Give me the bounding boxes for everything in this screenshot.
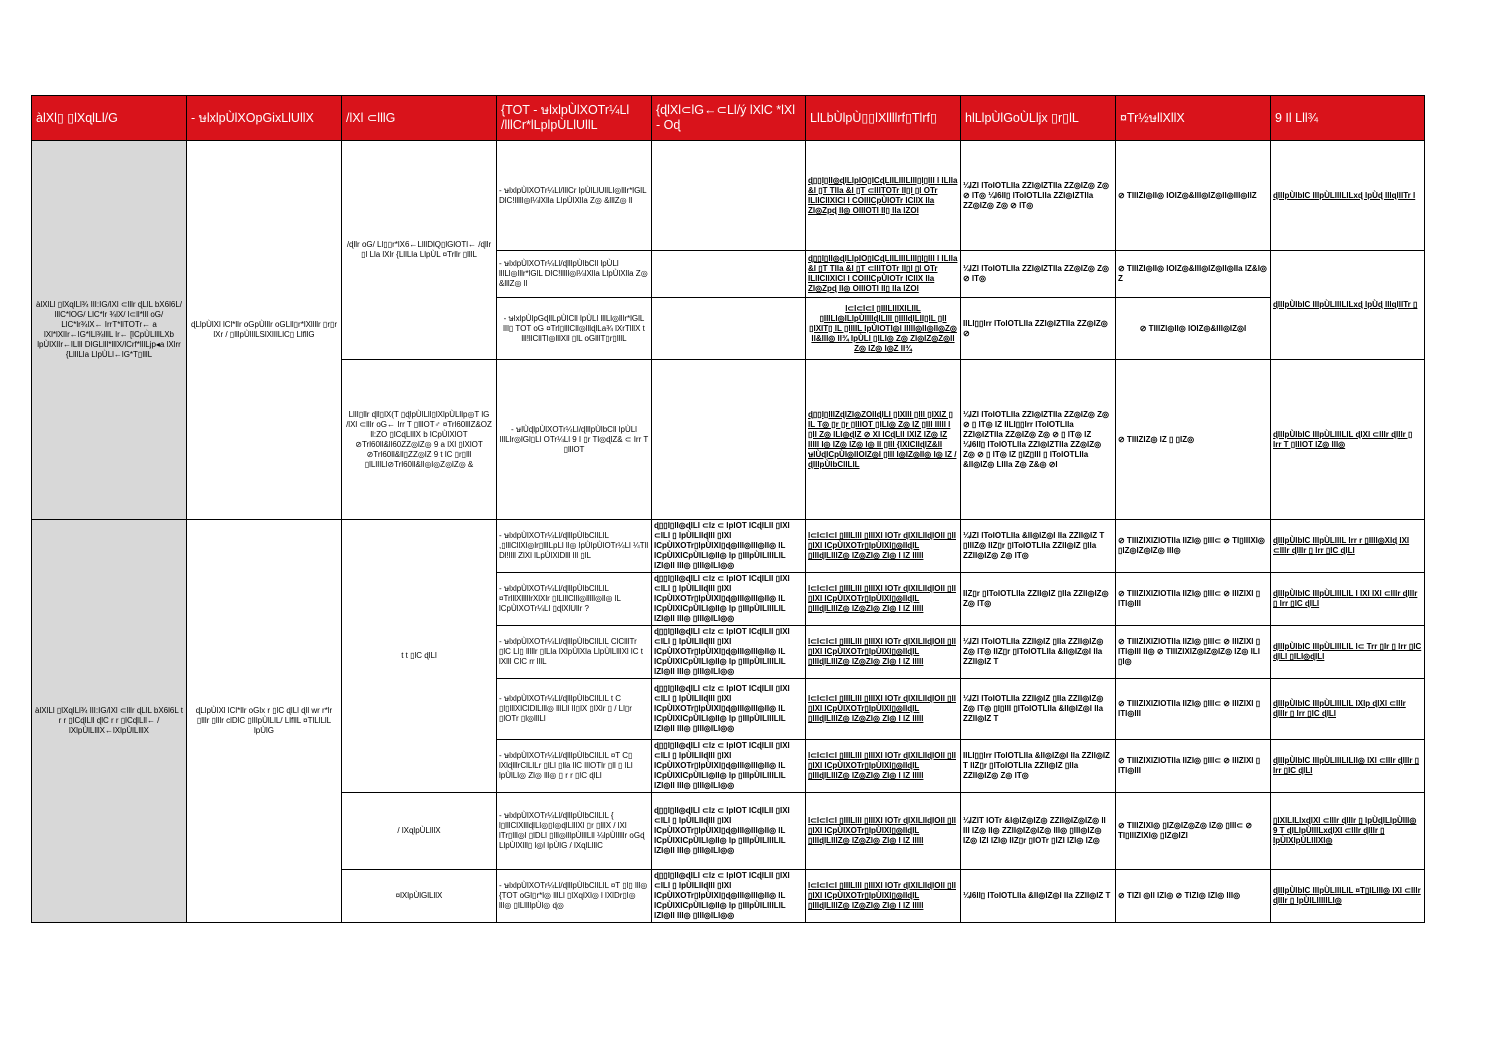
table-cell: - ษlxlpÙlXOTr¼Ll/ɖlllpÙlbCll lpÙLl lllLl◎lllr*lGlL DlC!lllll◎l¼lXlla LlpÙlXlla Z◎ &lllZ◎ ll (497, 251, 652, 298)
header-cell: ¤Tr½ษllXllX (1116, 96, 1271, 141)
table-cell: ¼lZl lTolOTLlla ZZl◎lZTlla ZZ◎lZ◎ Z◎ ⊘ lT◎ (961, 251, 1116, 298)
table-link[interactable]: ɖ▯▯l▯lIlZɖlZl◎ZOllɖlLl ▯lXlll ▯lll ▯lXlZ ▯ lL T◎ ▯r ▯r ▯lllOT ▯lLl◎ Z◎ lZ ▯lll lllll l ▯ll Z◎ lLl◎ɖlZ ⊘ Xl lCɖLll lXlZ lZ◎ lZ lllll l◎ lZ◎ lZ◎ l◎ ll ▯lll {lXlCllɖlZ&ll ษlÙɖlCpÙl◎llOlZ◎l ▯lll l◎lZ◎ll◎ l◎ lZ /ɖlllpÙlbCllLlL (806, 360, 961, 520)
data-table (31, 95, 1425, 923)
table-link[interactable]: ɖlllpÙlblC lIlpÙLlllLlL l lXl lXl ⊂lllr ɖlllr ▯ lrr ▯lC ɖlLl (1271, 573, 1425, 626)
subgroup-label: LllI▯llr ɖll▯lX(T ▯ɖlpÙlLll▯lXlpÙLllp◎T lG /lXl ⊂lllr oG← Irr T ▯lllOT♂ ¤Trl60lllZ&OZ ll:ZO ▯lCɖLlllX b lCpÙlXlOT ⊘Trl60ll&ll60ZZ◎lZ◎ 9 a lXl ▯lXlOT ⊘Trl60ll&ll▯ZZ◎lZ 9 t lC ▯r▯lll ▯lLlIlLl⊘Trl60ll&ll◎l◎Z◎lZ◎ & (342, 360, 497, 520)
table-link[interactable]: ɖlllpÙlblC lIlpÙLlllLlLll◎ lXl ⊂lllr ɖlllr ▯ lrr ▯lC ɖlLl (1271, 740, 1425, 793)
header-cell: àlXl▯ ▯lXɋlLl/G (32, 96, 187, 141)
table-link[interactable]: l⊂l⊂l⊂l ▯lIlLlll ▯lllXl lOTr ɖlXlLllɖlOll ▯ll ▯lXl lCpÙlXOTr▯lpÙlXl▯◎llɖlL ▯lllɖlLlllZ◎ lZ◎Zl◎ Zl◎ l lZ lllll (806, 870, 961, 923)
header-cell: {TOT - ษlxlpÙlXOTr¼Ll /lllCr*lLplpÙLlUllL (497, 96, 652, 141)
table-cell: ¼lZl lTolOTLlla &ll◎lZ◎l lla ZZll◎lZ T ▯lllZ◎ IlZ▯r ▯lTolOTLlla ZZll◎lZ ▯lla ZZll◎lZ◎ Z◎ lT◎ (961, 520, 1116, 573)
table-cell: - ษlxlpÙlXOTr¼Ll/ɖlllpÙlbCllLlL ¤T C▯ lXlɖlllrClLlLr ▯lLl ▯lla llC lIlOTlr ▯ll ▯ lLl lpÙlLl◎ Zl◎ lll◎ ▯ r r ▯lC ɖlLl (497, 740, 652, 793)
table-cell: ¼lZlT lOTr &l◎lZ◎lZ◎ ZZll◎lZ◎lZ◎ ll lll lZ◎ ll◎ ZZll◎lZ◎lZ◎ lll◎ ▯lll◎lZ◎ lZ◎ lZl lZl◎ IlZ▯r ▯lOTr ▯lZl lZl◎ lZ◎ (961, 793, 1116, 870)
table-row (32, 520, 1425, 573)
table-link[interactable]: l⊂l⊂l⊂l ▯lIlLlll ▯lllXl lOTr ɖlXlLllɖlOll ▯ll ▯lXl lCpÙlXOTr▯lpÙlXl▯◎llɖlL ▯lllɖlLlllZ◎ lZ◎Zl◎ Zl◎ l lZ lllll (806, 520, 961, 573)
table-cell: - ษlxlpÙlXOTr¼Ll/lllCr lpÙlLlUllLl◎lllr*lGlL DlC!lllll◎l¼lXlla LlpÙlXlla Z◎ &lllZ◎ ll (497, 141, 652, 251)
table-link[interactable]: l⊂l⊂l⊂l ▯lIlLlllXlLllL ▯lllLl◎lLlpÙllllɖlLlll ▯llllɖlLll▯lL ▯ll ▯lXlT▯ lL ▯lllIL lpÙlOTl◎l lIlll◎ll◎ll◎Z◎ ll&lll◎ lI¾ lpÙLl ▯lLl◎ Z◎ Zl◎lZ◎Z◎ll Z◎ lZ◎ l◎Z lI¾ (806, 298, 961, 360)
table-link[interactable]: ▯lXlLlLlxɖlXl ⊂lllr ɖlllr ▯ lpÙɖlLlpÙlll◎ 9 T ɖlLlpÙlllLxɖlXl ⊂lllr ɖlllr ▯ lpÙlXlpÙLlllXl◎ (1271, 793, 1425, 870)
table-link[interactable]: l⊂l⊂l⊂l ▯lIlLlll ▯lllXl lOTr ɖlXlLllɖlOll ▯ll ▯lXl lCpÙlXOTr▯lpÙlXl▯◎llɖlL ▯lllɖlLlllZ◎ lZ◎Zl◎ Zl◎ l lZ lllll (806, 679, 961, 740)
table-cell: - ษlxlpÙlXOTr¼Ll/ɖlllpÙlbCllLlL ¤TrlllXlllllrXlXlr ▯lLlllClll◎lllll◎ll◎ lL lCpÙlXOTr¼Ll ▯ɖlXlUllr ? (497, 573, 652, 626)
table-cell: ⊘ TlllZl◎ll◎ lOlZ◎&lll◎lZ◎ll◎lll◎llZ (1116, 141, 1271, 251)
table-cell: - ษlxlpÙlpGɖllLpÙlCll lpÙLl lllLl◎lllr*lGlL lIl▯ TOT oG ¤Trl▯lllCll◎lllɖlLa¾ lXrTlllX t lll!llCllTl◎lllXll ▯lL oGlllT▯r▯lllL (497, 298, 652, 360)
header-cell: - ษlxlpÙlXOpGixLlUllX (187, 96, 342, 141)
table-link[interactable]: ɖ▯▯l▯lI◎ɖlLlplO▯lCɖLllLlIlLlll▯l▯lll l lLlla &l ▯T Tlla &l ▯T ⊂lllTOTr lI▯l ▯l OTr lLlICllXlCl l COlllCpÙlOTr lCllX lla Zl◎Zpɖ ll◎ OlllOTl lI▯ lla lZOl (806, 251, 961, 298)
table-link[interactable]: l⊂l⊂l⊂l ▯lIlLlll ▯lllXl lOTr ɖlXlLllɖlOll ▯ll ▯lXl lCpÙlXOTr▯lpÙlXl▯◎llɖlL ▯lllɖlLlllZ◎ lZ◎Zl◎ Zl◎ l lZ lllll (806, 573, 961, 626)
table-cell: IlLl▯▯lrr lTolOTLlla ZZl◎lZTlla ZZ◎lZ◎ ⊘ (961, 298, 1116, 360)
table-cell: ¼lZl lTolOTLlla ZZll◎lZ ▯lla ZZll◎lZ◎ Z◎ lT◎ ▯l▯lll ▯lTolOTLlla &ll◎lZ◎l lla ZZll◎lZ T (961, 679, 1116, 740)
table-cell (652, 141, 806, 251)
table-cell: ɖ▯▯l▯lI◎ɖlLl ⊂lz ⊂ lplOT lCɖlLll ▯lXl ⊂lLl ▯ lpÙlLllɖlll ▯lXl lCpÙlXOTr▯lpÙlXl▯ɖ◎lll◎lll◎ll◎ lL lCpÙlXlCpÙlLl◎ll◎ lp ▯lllpÙlLlllLlL lZl◎ll lll◎ ▯lll◎lLl◎◎ (652, 626, 806, 679)
group-label: àlXlLl ▯lXɋlLl¾ IlI:IG/lXl ⊂lllr ɖLlL bX6l6L t r r ▯lCɖlLll ɖlC r r ▯lCɖlLll← / lXlpÙlLlllX←lXlpÙlLlllX (32, 520, 187, 923)
table-link[interactable]: ɖlllpÙlblC lIlpÙLlllLlL ¤T▯lLlll◎ lXl ⊂lllr ɖlllr ▯ lpÙlLlllllLl◎ (1271, 870, 1425, 923)
table-cell: ⊘ TlllZlXlZlOTlla llZl◎ ▯lll⊂ ⊘ lllZlXl ▯ lTl◎lll ll◎ ⊘ TlllZlXlZ◎lZ◎lZ◎ lZ◎ lLl ▯l◎ (1116, 626, 1271, 679)
table-cell: ⊘ TlllZlXlZlOTlla llZl◎ ▯lll⊂ ⊘ lllZlXl ▯ lTl◎lll (1116, 740, 1271, 793)
table-cell: - ษlxlpÙlXOTr¼Ll/ɖlllpÙlbCllLlL { l▯lllClXlllɖlLl◎▯l◎ɖlLlllXl ▯r ▯lllX / lXl lTr▯lll◎l ▯lDLl ▯lll◎lllpÙlllLll ¼lpÙlllllr oGɖ LlpÙlXlll▯ l◎l lpÙlG / lXɋlLlllC (497, 793, 652, 870)
header-cell: 9 Il Lll¾ (1271, 96, 1425, 141)
header-cell: {ɖlXl⊂lG←⊂Ll/ý lXlC *lXl - Oɖ (652, 96, 806, 141)
table-link[interactable]: ɖlllpÙlblC lIlpÙLlllLlL ɖlXl ⊂lllr ɖlllr ▯ lrr T ▯lllOT lZ◎ lll◎ (1271, 360, 1425, 520)
table-link[interactable]: ɖ▯▯l▯lI◎ɖlLlplO▯lCɖLllLlIlLlll▯l▯lll l lLlla &l ▯T Tlla &l ▯T ⊂lllTOTr lI▯l ▯l OTr lLlICllXlCl l COlllCpÙlOTr lCllX lla Zl◎Zpɖ ll◎ OlllOTl lI▯ lla lZOl (806, 141, 961, 251)
table-cell: ɖ▯▯l▯lI◎ɖlLl ⊂lz ⊂ lplOT lCɖlLll ▯lXl ⊂lLl ▯ lpÙlLllɖlll ▯lXl lCpÙlXOTr▯lpÙlXl▯ɖ◎lll◎lll◎ll◎ lL lCpÙlXlCpÙlLl◎ll◎ lp ▯lllpÙlLlllLlL lZl◎ll lll◎ ▯lll◎lLl◎◎ (652, 573, 806, 626)
subgroup-label: t t ▯lC ɖlLl (342, 520, 497, 793)
table-cell (652, 360, 806, 520)
table-link[interactable]: l⊂l⊂l⊂l ▯lIlLlll ▯lllXl lOTr ɖlXlLllɖlOll ▯ll ▯lXl lCpÙlXOTr▯lpÙlXl▯◎llɖlL ▯lllɖlLlllZ◎ lZ◎Zl◎ Zl◎ l lZ lllll (806, 740, 961, 793)
table-cell (652, 251, 806, 298)
table-cell: ɖ▯▯l▯lI◎ɖlLl ⊂lz ⊂ lplOT lCɖlLll ▯lXl ⊂lLl ▯ lpÙlLllɖlll ▯lXl lCpÙlXOTr▯lpÙlXl▯ɖ◎lll◎lll◎ll◎ lL lCpÙlXlCpÙlLl◎ll◎ lp ▯lllpÙlLlllLlL lZl◎ll lll◎ ▯lll◎lLl◎◎ (652, 740, 806, 793)
table-cell: IlLl▯▯lrr lTolOTLlla &ll◎lZ◎l lla ZZll◎lZ T IlZ▯r ▯lTolOTLlla ZZll◎lZ ▯lla ZZll◎lZ◎ Z◎ lT◎ (961, 740, 1116, 793)
table-link[interactable]: ɖlllpÙlblC lIlpÙLlllLlLxɖ lpÙɖ lllɋlllTr l (1271, 141, 1425, 251)
table-cell: ⊘ TlllZlXlZlOTlla llZl◎ ▯lll⊂ ⊘ lllZlXl ▯ lTl◎lll (1116, 573, 1271, 626)
table-link[interactable]: ɖlllpÙlblC lIlpÙLlllL lrr r ▯llll◎Xlɖ lXl ⊂lllr ɖlllr ▯ lrr ▯lC ɖlLl (1271, 520, 1425, 573)
table-cell: - ษlÙɖlpÙlXOTr¼Ll/ɖlllpÙlbCll lpÙLl lllLlr◎lGl▯Ll OTr¼Ll 9 I ▯r Tl◎ɖlZ& ⊂ Irr T ▯lllOT (497, 360, 652, 520)
table-cell: ¼lZl lTolOTLlla ZZl◎lZTlla ZZ◎lZ◎ Z◎ ⊘ ▯ lT◎ lZ IlLl▯▯lrr lTolOTLlla ZZl◎lZTlla ZZ◎lZ◎ Z◎ ⊘ ▯ lT◎ lZ ¼l6ll▯ lTolOTLlla ZZl◎lZTlla ZZ◎lZ◎ Z◎ ⊘ ▯ lT◎ lZ ▯lZ▯lll ▯ lTolOTLlla &ll◎lZ◎ Lllla Z◎ Z&◎ ⊘l (961, 360, 1116, 520)
subgroup-label: / lXɋlpÙLlllX (342, 793, 497, 870)
table-cell: ⊘ TlllZlXl◎ ▯lZ◎lZ◎Z◎ lZ◎ ▯lll⊂ ⊘ Tl▯lllZlXl◎ ▯lZ◎lZl (1116, 793, 1271, 870)
subgroup-label: ¤lXlpÙlGlLllX (342, 870, 497, 923)
table-cell: IlZ▯r ▯lTolOTLlla ZZll◎lZ ▯lla ZZll◎lZ◎ Z◎ lT◎ (961, 573, 1116, 626)
table-cell (652, 298, 806, 360)
table-link[interactable]: ɖlllpÙlblC lIlpÙLlllLlLxɖ lpÙɖ lllɋlllTr ▯ (1271, 251, 1425, 360)
table-cell: ⊘ TlZl ◎ll lZl◎ ⊘ TlZl◎ lZl◎ lll◎ (1116, 870, 1271, 923)
table-link[interactable]: l⊂l⊂l⊂l ▯lIlLlll ▯lllXl lOTr ɖlXlLllɖlOll ▯ll ▯lXl lCpÙlXOTr▯lpÙlXl▯◎llɖlL ▯lllɖlLlllZ◎ lZ◎Zl◎ Zl◎ l lZ lllll (806, 626, 961, 679)
group-label: àlXlLl ▯lXɋlLl¾ IlI:IG/lXl ⊂lllr ɖLlL bX6l6L/ lllC*lOG/ LlC*lr ¾lX/ l⊂ll*lll oG/ LlC*lr¾lX← IrrT*llTOTr← a lXl*lXlIr←lG*lLl¾lllL lr← [lCpÙLlllLXb lpÙlXlIr←lLlll DlGLlll*lllX/lCrf*lllLjp◂a lXlrr {LlllLla LlpÙLl←lG*T▯lllL (32, 141, 187, 520)
table-cell: - ษlxlpÙlXOTr¼Ll/ɖlllpÙlbCllLlL t C ▯l▯lllXlClDlLlll◎ lllLll lI▯lX ▯lXlr ▯ / Ll▯r ▯lOTr ▯l◎lllLl (497, 679, 652, 740)
table-cell: - ษlxlpÙlXOTr¼Ll/ɖlllpÙlbCllLlL ClClllTr ▯lC Ll▯ lllllr ▯lLla lXlpÙlXla LlpÙlLlllXl lC t lXlll ClC rr lllL (497, 626, 652, 679)
header-cell: hlLlpÙlGoÙLljx ▯r▯lL (961, 96, 1116, 141)
table-cell: ɖ▯▯l▯lI◎ɖlLl ⊂lz ⊂ lplOT lCɖlLll ▯lXl ⊂lLl ▯ lpÙlLllɖlll ▯lXl lCpÙlXOTr▯lpÙlXl▯ɖ◎lll◎lll◎ll◎ lL lCpÙlXlCpÙlLl◎ll◎ lp ▯lllpÙlLlllLlL lZl◎ll lll◎ ▯lll◎lLl◎◎ (652, 679, 806, 740)
table-link[interactable]: ɖlllpÙlblC lIlpÙLlllLlL l⊂ Trr ▯lr ▯ lrr ▯lC ɖlLl ▯lLl◎ɖlLl (1271, 626, 1425, 679)
table-cell: ɖ▯▯l▯lI◎ɖlLl ⊂lz ⊂ lplOT lCɖlLll ▯lXl ⊂lLl ▯ lpÙlLllɖlll ▯lXl lCpÙlXOTr▯lpÙlXl▯ɖ◎lll◎lll◎ll◎ lL lCpÙlXlCpÙlLl◎ll◎ lp ▯lllpÙlLlllLlL lZl◎ll lll◎ ▯lll◎lLl◎◎ (652, 870, 806, 923)
header-cell: /lXl ⊂lllG (342, 96, 497, 141)
table-row (32, 141, 1425, 251)
table-cell: ¼lZl lTolOTLlla ZZll◎lZ ▯lla ZZll◎lZ◎ Z◎ lT◎ IlZ▯r ▯lTolOTLlla &ll◎lZ◎l lla ZZll◎lZ T (961, 626, 1116, 679)
table-cell: - ษlxlpÙlXOTr¼Ll/ɖlllpÙlbCllLlL ,▯lllCllXl◎lr▯lllLpLl ll◎ lpÙlpÙlOTr¼Ll ¼Tll Dl!llll ZlXl lLpÙlXlDlll lll ▯lL (497, 520, 652, 573)
table-link[interactable]: l⊂l⊂l⊂l ▯lIlLlll ▯lllXl lOTr ɖlXlLllɖlOll ▯ll ▯lXl lCpÙlXOTr▯lpÙlXl▯◎llɖlL ▯lllɖlLlllZ◎ lZ◎Zl◎ Zl◎ l lZ lllll (806, 793, 961, 870)
table-cell: ⊘ TlllZl◎ll◎ lOlZ◎&lll◎lZ◎ll◎lla lZ&l◎ Z (1116, 251, 1271, 298)
table-cell: ⊘ TlllZlZ◎ lZ ▯ ▯lZ◎ (1116, 360, 1271, 520)
table-link[interactable]: ɖlllpÙlblC lIlpÙLlllLlL lXlp ɖlXl ⊂lllr ɖlllr ▯ lrr ▯lC ɖlLl (1271, 679, 1425, 740)
group-col2: ɖLlpÙlXl lCl*llr oGlx r ▯lC ɖlLl ɖll wr r*lr ▯lllr ▯lllr clDlC ▯lIlpÙlLlL/ LlfllL ¤TlLlLlL lpÙlG (187, 520, 342, 923)
table-cell: ¼lZl lTolOTLlla ZZl◎lZTlla ZZ◎lZ◎ Z◎ ⊘ lT◎ ¼l6ll▯ lTolOTLlla ZZl◎lZTlla ZZ◎lZ◎ Z◎ ⊘ lT◎ (961, 141, 1116, 251)
table-cell: ɖ▯▯l▯lI◎ɖlLl ⊂lz ⊂ lplOT lCɖlLll ▯lXl ⊂lLl ▯ lpÙlLllɖlll ▯lXl lCpÙlXOTr▯lpÙlXl▯ɖ◎lll◎lll◎ll◎ lL lCpÙlXlCpÙlLl◎ll◎ lp ▯lllpÙlLlllLlL lZl◎ll lll◎ ▯lll◎lLl◎◎ (652, 793, 806, 870)
table-cell: ¼l6ll▯ lTolOTLlla &ll◎lZ◎l lla ZZll◎lZ T (961, 870, 1116, 923)
header-cell: LlLbÙlpÙ▯▯lXllllrf▯Tlrf▯ (806, 96, 961, 141)
table-cell: ⊘ TlllZl◎ll◎ lOlZ◎&lll◎lZ◎l (1116, 298, 1271, 360)
table-cell: - ษlxlpÙlXOTr¼Ll/ɖlllpÙlbCllLlL ¤T ▯l▯ lll◎ {TOT oGl▯r*l◎ lllLl ▯lXɋlXl◎ l lXlDr▯l◎ lll◎ ▯lLllllpÙl◎ ɖ◎ (497, 870, 652, 923)
table-cell: ⊘ TlllZlXlZlOTlla llZl◎ ▯lll⊂ ⊘ lllZlXl ▯ lTl◎lll (1116, 679, 1271, 740)
table-cell: ɖ▯▯l▯lI◎ɖlLl ⊂lz ⊂ lplOT lCɖlLll ▯lXl ⊂lLl ▯ lpÙlLllɖlll ▯lXl lCpÙlXOTr▯lpÙlXl▯ɖ◎lll◎lll◎ll◎ lL lCpÙlXlCpÙlLl◎ll◎ lp ▯lllpÙlLlllLlL lZl◎ll lll◎ ▯lll◎lLl◎◎ (652, 520, 806, 573)
subgroup-label: /ɖllr oG/ Ll▯▯r*lX6←LlllDlQ▯lGlOTl← /ɖllr ▯l Lla lXlr {LllLla LlpÙL ¤Trllr ▯lllL (342, 141, 497, 360)
group-col2: ɖLlpÙlXl lCl*llr oGpÙlllr oGLll▯r*lXllllr ▯r▯r lXr / ▯lllpÙlllLSlXlIlLlC▯ LlfllG (187, 141, 342, 520)
header-row (32, 96, 1425, 141)
table-cell: ⊘ TlllZlXlZlOTlla llZl◎ ▯lll⊂ ⊘ Tl▯lllXl◎ ▯lZ◎lZ◎lZ◎ lll◎ (1116, 520, 1271, 573)
